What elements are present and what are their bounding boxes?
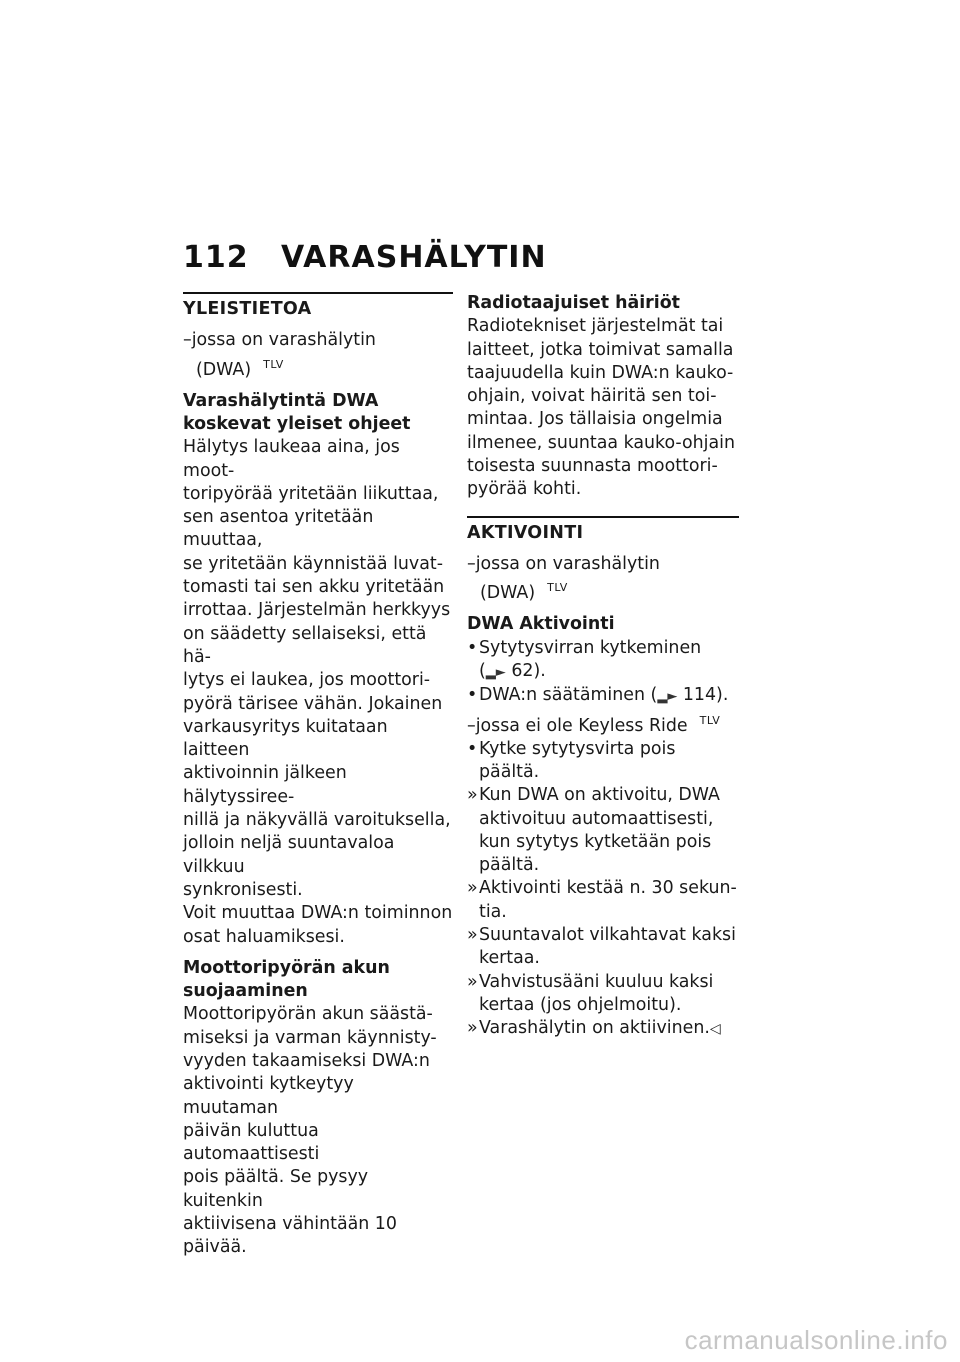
text-line: ilmenee, suuntaa kauko-ohjain <box>467 432 736 453</box>
bullet-icon: • <box>467 637 478 658</box>
tlv-tag: TLV <box>547 581 568 595</box>
text-line: pyörää kohti. <box>467 479 582 500</box>
condition-text: –jossa ei ole Keyless Ride <box>467 715 688 736</box>
battery-paragraph <box>183 1003 453 1259</box>
text-line: se yritetään käynnistää luvat- <box>183 553 443 574</box>
result-item <box>467 784 739 877</box>
result-arrow-icon: » <box>467 785 478 806</box>
page-reference-arrow-icon[interactable]: ▂► <box>657 689 678 705</box>
general-notes-paragraph <box>183 436 453 949</box>
text-line: mintaa. Jos tällaisia ongelmia <box>467 409 723 430</box>
text-line: synkronisesti. <box>183 879 303 900</box>
result-arrow-icon: » <box>467 878 478 899</box>
text-line: Voit muuttaa DWA:n toiminnon <box>183 903 453 924</box>
right-column <box>467 292 739 1042</box>
prerequisite-item: • Sytytysvirran kytkeminen (▂► 62). <box>467 637 702 681</box>
left-column <box>183 292 453 1260</box>
subsection-title-dwa-activation: DWA Aktivointi <box>467 614 615 635</box>
result-text: Vahvistusääni kuuluu kaksi kertaa (jos ohjelmoitu). <box>479 971 714 1015</box>
text-line: Hälytys laukeaa aina, jos moot- <box>183 437 400 481</box>
text-line: päivän kuluttua automaattisesti <box>183 1120 320 1165</box>
text-line: ohjain, voivat häiritä sen toi- <box>467 386 717 407</box>
result-item <box>467 877 739 924</box>
text-line: toisesta suunnasta moottori- <box>467 456 718 477</box>
result-text: Kun DWA on aktivoitu, DWA aktivoituu automaattisesti, kun sytytys kytketään pois päältä. <box>479 785 720 876</box>
text-line: aktiivisena vähintään 10 päivää. <box>183 1214 397 1258</box>
result-arrow-icon: » <box>467 1018 478 1039</box>
result-item <box>467 1017 739 1041</box>
result-text: Varashälytin on aktiivinen. <box>479 1018 710 1039</box>
result-arrow-icon: » <box>467 971 478 992</box>
text-line: toripyörää yritetään liikuttaa, <box>183 483 439 504</box>
page-header <box>183 240 547 275</box>
result-item <box>467 971 739 1018</box>
result-arrow-icon: » <box>467 925 478 946</box>
bullet-icon: • <box>467 685 478 706</box>
result-item <box>467 924 739 971</box>
text-line: Moottoripyörän akun säästä- <box>183 1004 433 1025</box>
page-number: 112 <box>183 240 249 275</box>
text-line: jolloin neljä suuntavaloa vilkkuu <box>183 833 395 877</box>
text-line: lytys ei laukea, jos moottori- <box>183 670 431 691</box>
text-line: vyyden takaamiseksi DWA:n <box>183 1051 430 1071</box>
text-line: Radiotekniset järjestelmät tai <box>467 316 724 337</box>
page-reference[interactable]: 114). <box>682 685 729 706</box>
text-line: aktivointi kytkeytyy muutaman <box>183 1074 354 1118</box>
text-line: varkausyritys kuitataan laitteen <box>183 716 388 761</box>
prerequisite-text: DWA:n säätäminen ( <box>479 685 658 706</box>
prerequisite-text: Sytytysvirran kytkeminen <box>479 637 702 658</box>
equipment-condition <box>467 553 739 605</box>
subsection-title-radio-interference: Radiotaajuiset häiriöt <box>467 293 680 313</box>
text-line: sen asentoa yritetään muuttaa, <box>183 507 374 551</box>
chapter-title: VARASHÄLYTIN <box>281 240 547 275</box>
text-line: pyörä tärisee vähän. Jokainen <box>183 693 443 714</box>
text-line: pois päältä. Se pysyy kuitenkin <box>183 1167 369 1211</box>
text-line: osat haluamiksesi. <box>183 926 345 947</box>
equipment-condition <box>467 709 739 738</box>
watermark: carmanualsonline.info <box>684 1325 948 1355</box>
text-line: on säädetty sellaiseksi, että hä- <box>183 623 427 667</box>
tlv-tag: TLV <box>263 357 284 371</box>
text-line: aktivoinnin jälkeen hälytyssiree- <box>183 763 347 807</box>
subsection-title-general-notes: Varashälytintä DWA koskevat yleiset ohjeet <box>183 390 411 434</box>
bullet-icon: • <box>467 738 478 759</box>
prerequisite-item <box>467 684 739 708</box>
text-line: laitteet, jotka toimivat samalla <box>467 339 734 360</box>
result-text: Aktivointi kestää n. 30 sekun-tia. <box>479 878 737 922</box>
text-line: irrottaa. Järjestelmän herkkyys <box>183 600 451 621</box>
section-title-activation: AKTIVOINTI <box>467 516 739 545</box>
equipment-condition <box>183 329 453 381</box>
subsection-title-battery: Moottoripyörän akun suojaaminen <box>183 957 390 1002</box>
text-line: tomasti tai sen akku yritetään <box>183 577 445 598</box>
text-line: miseksi ja varman käynnisty- <box>183 1027 437 1048</box>
section-title-general: YLEISTIETOA <box>183 292 453 321</box>
radio-paragraph <box>467 315 739 501</box>
condition-text: –jossa on varashälytin (DWA) <box>467 553 660 604</box>
tlv-tag: TLV <box>699 713 721 727</box>
text-line: taajuudella kuin DWA:n kauko- <box>467 362 734 383</box>
page-reference[interactable]: 62). <box>511 660 546 681</box>
step-text: Kytke sytytysvirta pois päältä. <box>479 738 676 782</box>
text-line: nillä ja näkyvällä varoituksella, <box>183 810 451 831</box>
condition-text: –jossa on varashälytin (DWA) <box>183 330 376 380</box>
page-reference-arrow-icon[interactable]: ▂► <box>485 664 506 680</box>
step-item <box>467 738 739 785</box>
end-of-section-icon: ◁ <box>709 1021 721 1038</box>
result-text: Suuntavalot vilkahtavat kaksi kertaa. <box>479 925 736 969</box>
